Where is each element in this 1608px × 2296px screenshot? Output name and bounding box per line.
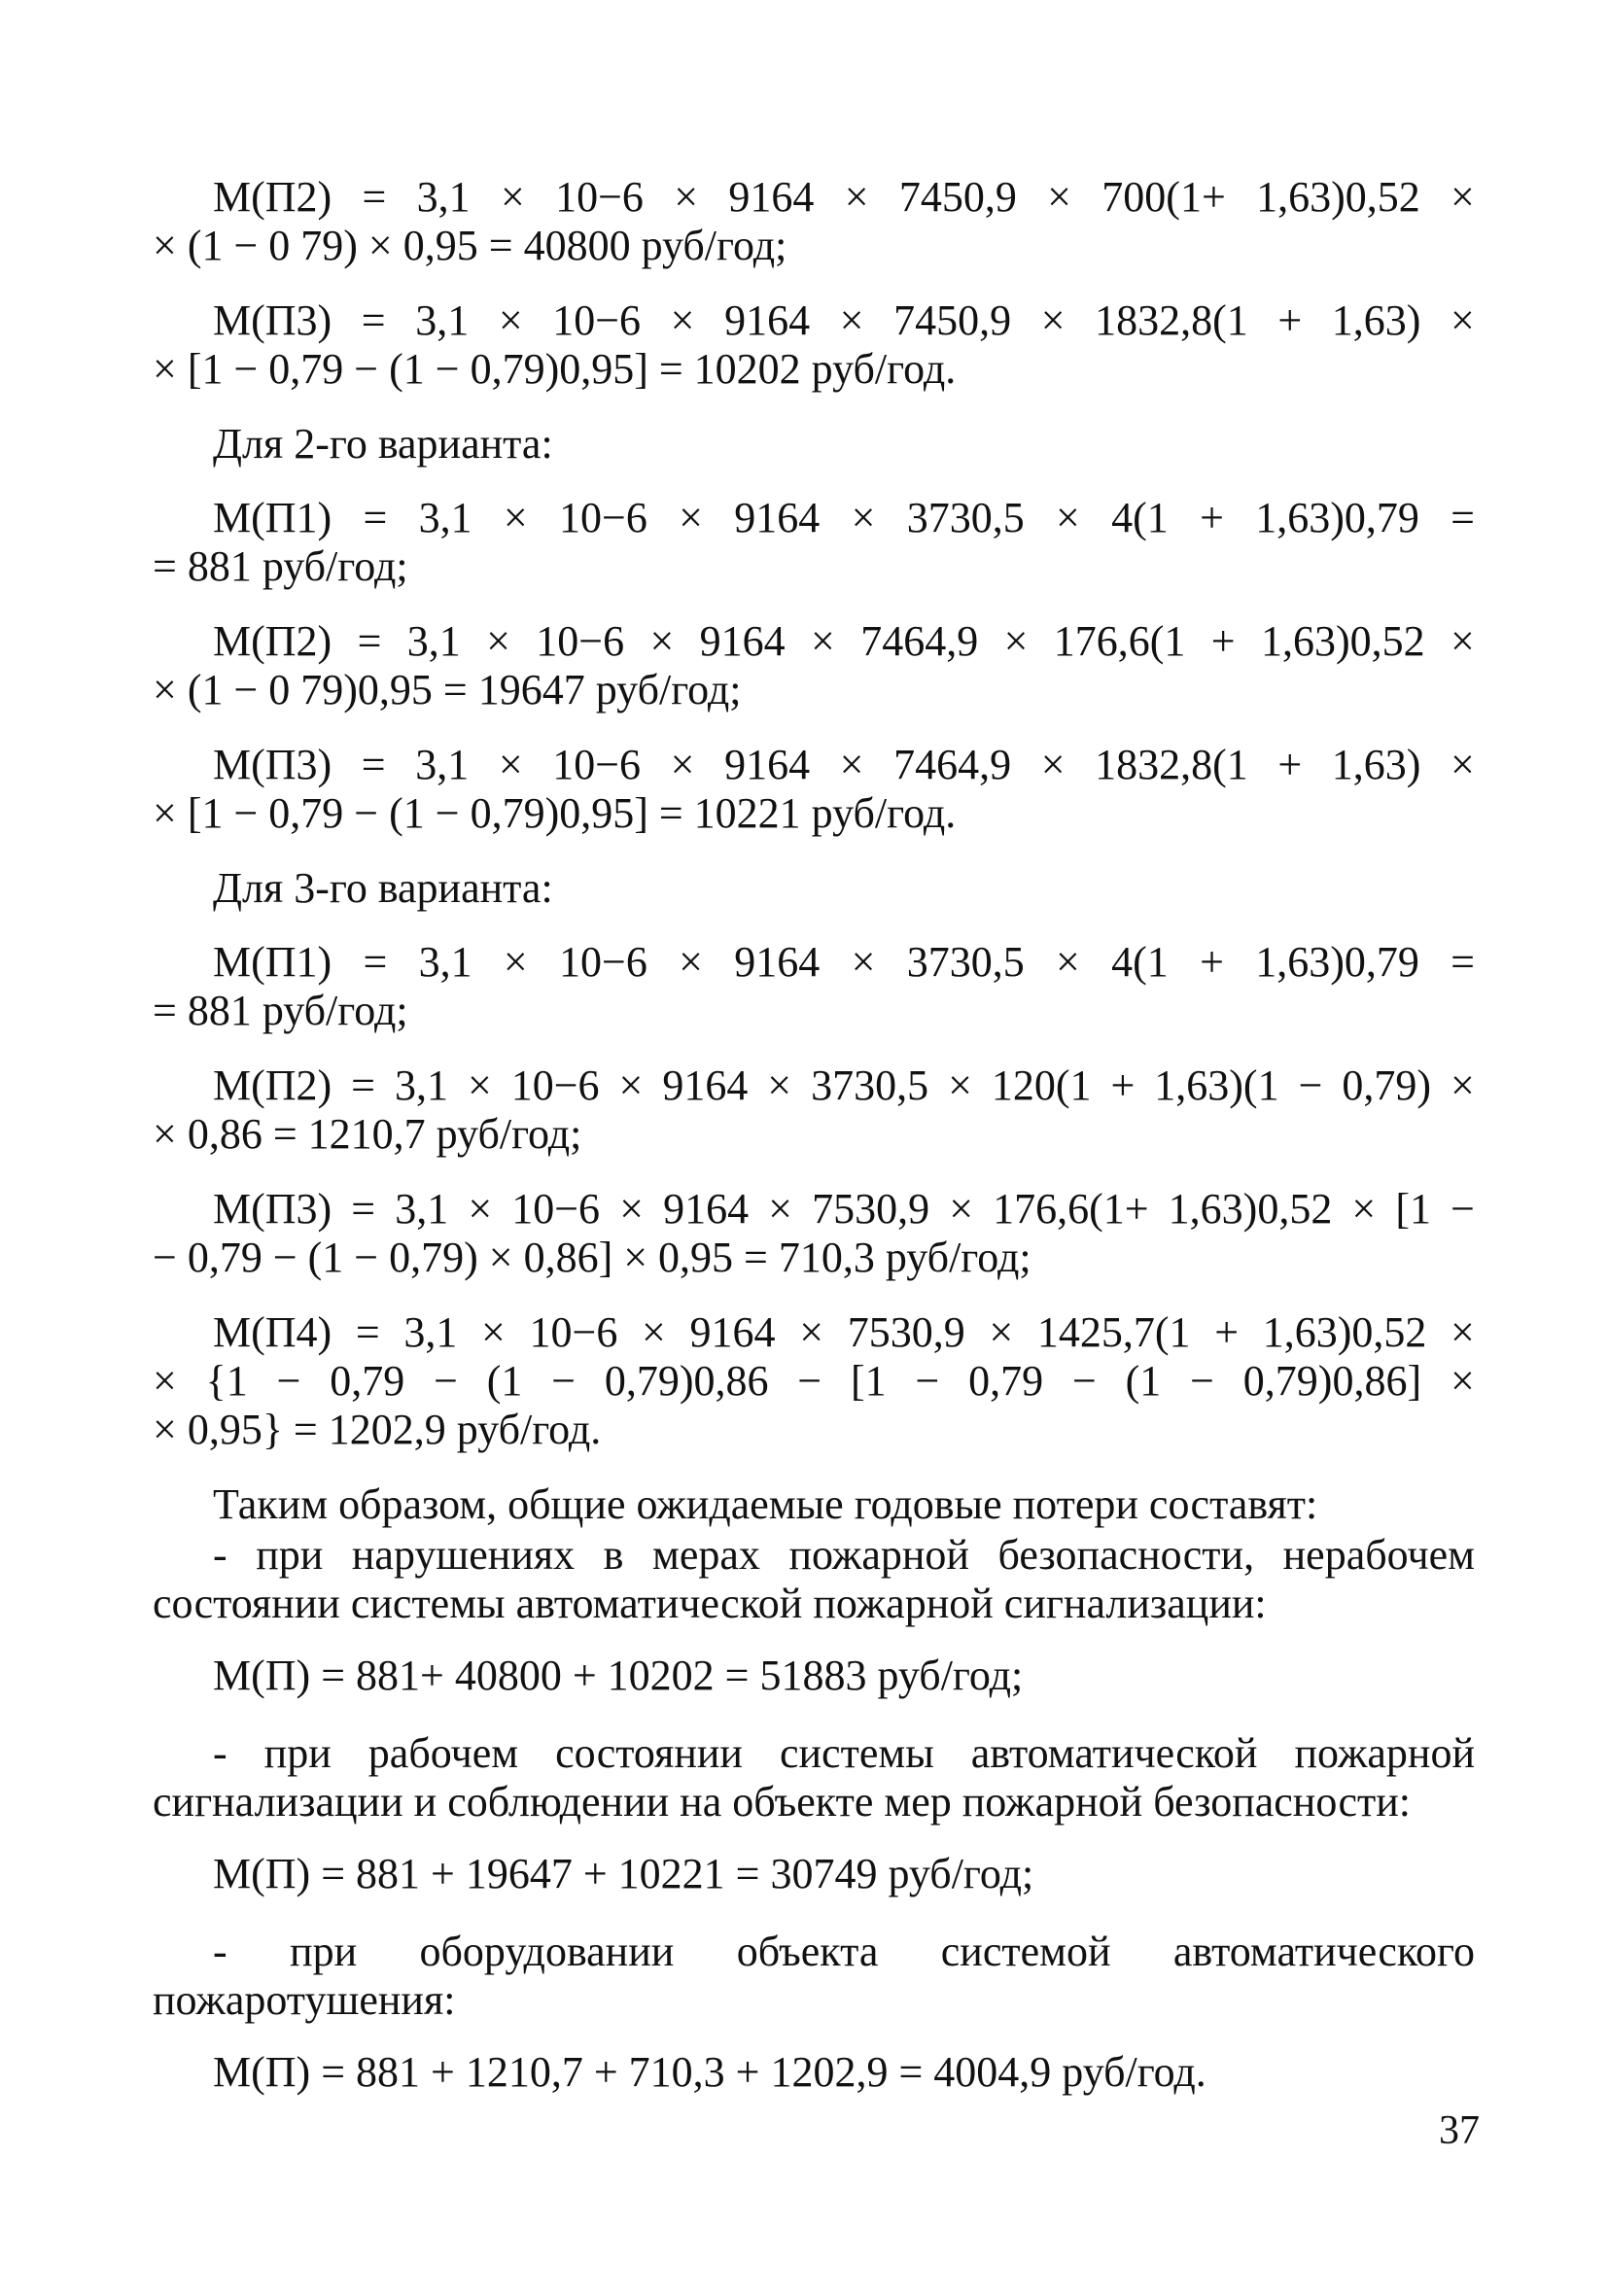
equation-block (153, 938, 1475, 1035)
equation-line: × (1 − 0 79)0,95 = 19647 руб/год; (153, 666, 742, 713)
equation-token: 3,1 (415, 741, 470, 788)
equation-block (153, 617, 1475, 714)
equation-token: = (363, 938, 388, 986)
equation-token: × (811, 617, 835, 665)
equation-token: × (1351, 1185, 1377, 1233)
equation-token: = (355, 1308, 380, 1356)
equation-line (153, 1357, 1475, 1406)
total-formula: M(П) = 881+ 40800 + 10202 = 51883 руб/год; (213, 1652, 1024, 1699)
equation-token: × (851, 494, 876, 541)
bullet-paragraph: - при рабочем состоянии системы автоматической пожарной сигнализации и соблюдении на объекте мер пожарной безопасности: (153, 1729, 1475, 1826)
total-formula: M(П) = 881 + 1210,7 + 710,3 + 1202,9 = 4004,9 руб/год. (213, 2048, 1206, 2096)
equation-line: × (1 − 0 79) × 0,95 = 40800 руб/год; (153, 222, 787, 269)
equation-token: 10−6 (529, 1308, 618, 1356)
equation-token: 9164 (663, 1185, 750, 1233)
equation-token: 176,6(1+ (993, 1185, 1149, 1233)
equation-token: + (1277, 741, 1303, 788)
equation-token: 1,63)(1 (1154, 1061, 1279, 1109)
equation-token: × (670, 296, 695, 344)
summary-paragraph: Таким образом, общие ожидаемые годовые потери составят: (213, 1480, 1318, 1528)
bullet-paragraph: - при оборудовании объекта системой автоматического пожаротушения: (153, 1928, 1475, 2024)
equation-token: × (948, 1061, 972, 1109)
equation-token: × (481, 1308, 506, 1356)
equation-token: 10−6 (552, 296, 642, 344)
equation-token: 1832,8(1 (1095, 741, 1248, 788)
equation-block (153, 741, 1475, 838)
equation-token: × (1056, 494, 1080, 541)
equation-token: × (1450, 617, 1475, 665)
equation-token: 1,63)0,79 (1255, 938, 1419, 986)
equation-token: 10−6 (536, 617, 625, 665)
equation-line (153, 1308, 1475, 1357)
equation-token: × (1003, 617, 1029, 665)
equation-token: × (989, 1308, 1014, 1356)
equation-token: × (498, 741, 523, 788)
equation-token: 0,79) (1342, 1061, 1432, 1109)
equation-token: + (1214, 1308, 1240, 1356)
equation-token: M(П2) (213, 1061, 332, 1109)
equation-token: × (844, 173, 869, 221)
equation-token: × (467, 1061, 492, 1109)
equation-token: + (1277, 296, 1303, 344)
equation-token: 9164 (728, 173, 815, 221)
equation-token: 7464,9 (860, 617, 979, 665)
equation-line (153, 296, 1475, 345)
equation-token: M(П3) (213, 741, 332, 788)
equation-token: × (486, 617, 510, 665)
equation-token: 0,79)0,86] (1242, 1357, 1422, 1405)
equation-token: × (500, 173, 525, 221)
equation-token: = (362, 173, 387, 221)
equation-token: 3,1 (415, 296, 470, 344)
equation-token: 1425,7(1 (1036, 1308, 1191, 1356)
equation-token: 3,1 (416, 173, 471, 221)
equation-token: 1,63)0,52 (1262, 1308, 1427, 1356)
equation-token: 3,1 (403, 1308, 458, 1356)
equation-token: 1,63)0,52 (1260, 617, 1425, 665)
equation-token: × (767, 1061, 792, 1109)
equation-token: 4(1 (1111, 938, 1169, 986)
equation-token: 10−6 (552, 741, 642, 788)
equation-token: + (1210, 617, 1236, 665)
equation-token: (1 (486, 1357, 523, 1405)
equation-token: {1 (205, 1357, 248, 1405)
equation-token: − (276, 1357, 301, 1405)
equation-line: × [1 − 0,79 − (1 − 0,79)0,95] = 10221 руб/год. (153, 789, 957, 837)
equation-token: M(П1) (213, 494, 332, 541)
equation-token: × (679, 938, 703, 986)
equation-token: × (1451, 173, 1475, 221)
equation-token: − (1190, 1357, 1214, 1405)
equation-token: 9164 (689, 1308, 776, 1356)
equation-line (153, 741, 1475, 789)
equation-block (153, 1185, 1475, 1282)
equation-token: 9164 (699, 617, 786, 665)
equation-line (153, 617, 1475, 666)
equation-token: 9164 (734, 938, 821, 986)
equation-line: × [1 − 0,79 − (1 − 0,79)0,95] = 10202 руб/год. (153, 345, 957, 393)
equation-token: × (1056, 938, 1080, 986)
equation-token: 3730,5 (811, 1061, 929, 1109)
equation-token: × (949, 1185, 974, 1233)
equation-token: × (768, 1185, 792, 1233)
equation-token: 1,63)0,79 (1255, 494, 1419, 541)
equation-token: 0,79 (968, 1357, 1044, 1405)
equation-token: = (357, 617, 382, 665)
equation-token: × (1040, 741, 1066, 788)
equation-token: = (351, 1185, 376, 1233)
equation-block (153, 1308, 1475, 1454)
page-body (153, 173, 1475, 2126)
equation-token: 3,1 (406, 617, 461, 665)
equation-token: 10−6 (555, 173, 644, 221)
equation-token: 1,63) (1331, 296, 1421, 344)
equation-token: M(П2) (213, 173, 332, 221)
equation-token: 1,63)0,52 (1168, 1185, 1333, 1233)
equation-line: = 881 руб/год; (153, 987, 408, 1034)
equation-token: 3,1 (418, 938, 472, 986)
equation-token: − (1298, 1061, 1323, 1109)
equation-line: − 0,79 − (1 − 0,79) × 0,86] × 0,95 = 710,3 руб/год; (153, 1234, 1031, 1281)
equation-token: 9164 (662, 1061, 749, 1109)
equation-token: − (1072, 1357, 1097, 1405)
equation-token: × (839, 741, 864, 788)
equation-token: 7530,9 (847, 1308, 965, 1356)
equation-token: 4(1 (1111, 494, 1169, 541)
equation-token: × (1450, 1061, 1475, 1109)
equation-token: × (503, 938, 528, 986)
equation-token: × (618, 1061, 644, 1109)
equation-token: × (1047, 173, 1071, 221)
equation-token: × (1451, 1308, 1475, 1356)
equation-token: 120(1 (991, 1061, 1092, 1109)
equation-line (153, 173, 1475, 222)
page-number: 37 (1439, 2108, 1480, 2153)
equation-token: × (1451, 296, 1475, 344)
equation-token: × (619, 1185, 644, 1233)
equation-token: × (153, 1357, 177, 1405)
equation-token: × (674, 173, 699, 221)
equation-token: 9164 (724, 741, 811, 788)
equation-token: × (799, 1308, 824, 1356)
equation-token: − (915, 1357, 940, 1405)
equation-token: M(П1) (213, 938, 332, 986)
equation-token: − (434, 1357, 458, 1405)
equation-block (153, 296, 1475, 394)
equation-line: × 0,95} = 1202,9 руб/год. (153, 1406, 602, 1453)
equation-token: 7450,9 (898, 173, 1017, 221)
equation-line (153, 494, 1475, 542)
equation-token: 9164 (734, 494, 821, 541)
equation-token: 3730,5 (906, 494, 1025, 541)
equation-token: 3,1 (394, 1061, 448, 1109)
equation-token: × (1040, 296, 1066, 344)
equation-token: [1 (1395, 1185, 1431, 1233)
equation-token: − (1451, 1185, 1475, 1233)
equation-token: 9164 (724, 296, 811, 344)
equation-token: M(П4) (213, 1308, 332, 1356)
section-heading: Для 3-го варианта: (213, 864, 553, 912)
equation-token: M(П2) (213, 617, 332, 665)
equation-token: 3730,5 (906, 938, 1025, 986)
equation-token: M(П3) (213, 296, 332, 344)
equation-token: × (642, 1308, 666, 1356)
total-formula: M(П) = 881 + 19647 + 10221 = 30749 руб/год; (213, 1850, 1034, 1897)
equation-token: 1,63)0,52 (1256, 173, 1420, 221)
equation-token: × (498, 296, 523, 344)
equation-token: 1,63) (1331, 741, 1421, 788)
equation-token: [1 (851, 1357, 887, 1405)
equation-token: × (503, 494, 528, 541)
equation-token: (1 (1125, 1357, 1162, 1405)
equation-token: 700(1+ (1101, 173, 1226, 221)
equation-token: × (468, 1185, 493, 1233)
equation-token: 7464,9 (893, 741, 1012, 788)
equation-token: × (1450, 1357, 1475, 1405)
bullet-paragraph: - при нарушениях в мерах пожарной безопасности, нерабочем состоянии системы автоматической пожарной сигнализации: (153, 1531, 1475, 1627)
equation-token: 7530,9 (812, 1185, 930, 1233)
equation-token: 3,1 (395, 1185, 449, 1233)
equation-line (153, 938, 1475, 987)
equation-token: 10−6 (510, 1061, 600, 1109)
equation-token: 0,79)0,86 (604, 1357, 769, 1405)
equation-block (153, 1061, 1475, 1159)
section-heading: Для 2-го варианта: (213, 420, 553, 468)
equation-token: 10−6 (559, 494, 647, 541)
equation-token: 176,6(1 (1053, 617, 1186, 665)
equation-token: = (351, 1061, 375, 1109)
equation-line: × 0,86 = 1210,7 руб/год; (153, 1110, 582, 1158)
equation-token: × (851, 938, 876, 986)
equation-token: + (1200, 494, 1224, 541)
equation-token: 10−6 (559, 938, 647, 986)
equation-token: = (1451, 938, 1475, 986)
equation-token: × (649, 617, 675, 665)
equation-token: × (670, 741, 695, 788)
equation-token: + (1110, 1061, 1136, 1109)
equation-token: × (679, 494, 703, 541)
equation-token: = (363, 494, 388, 541)
equation-block (153, 494, 1475, 591)
equation-line: = 881 руб/год; (153, 542, 408, 590)
equation-line (153, 1185, 1475, 1234)
equation-token: 7450,9 (893, 296, 1012, 344)
equation-token: 1832,8(1 (1095, 296, 1248, 344)
equation-token: × (839, 296, 864, 344)
equation-token: = (1451, 494, 1475, 541)
equation-token: = (361, 741, 386, 788)
equation-token: − (797, 1357, 822, 1405)
equation-line (153, 1061, 1475, 1110)
equation-token: M(П3) (213, 1185, 332, 1233)
equation-token: 0,79 (330, 1357, 405, 1405)
equation-token: 10−6 (511, 1185, 601, 1233)
equation-token: + (1200, 938, 1224, 986)
equation-token: = (361, 296, 386, 344)
equation-token: × (1451, 741, 1475, 788)
equation-token: 3,1 (418, 494, 472, 541)
equation-token: − (551, 1357, 577, 1405)
equation-block (153, 173, 1475, 270)
